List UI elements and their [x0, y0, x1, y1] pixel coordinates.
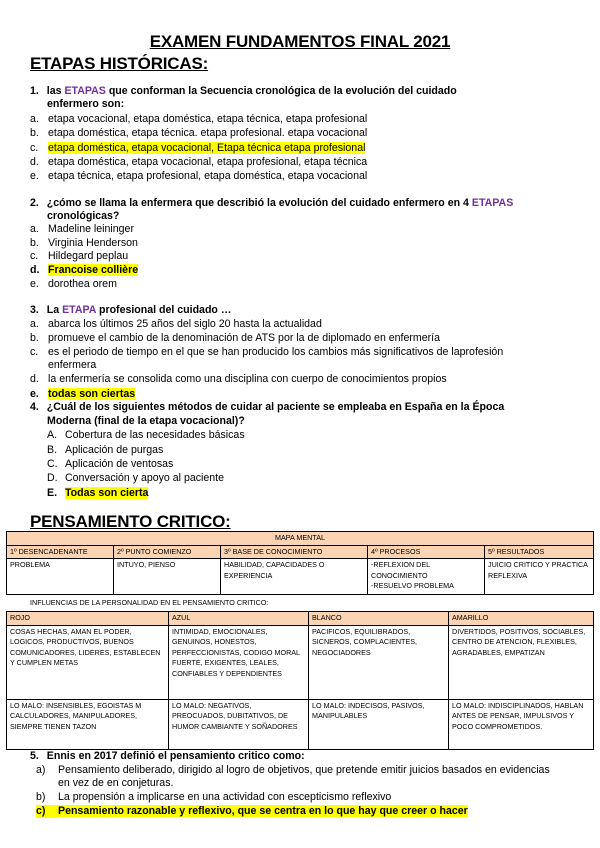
option-1a[interactable] [30, 113, 367, 126]
influencias-header: AMARILLO [449, 612, 594, 626]
mapa-header: 1º DESENCADENANTE [7, 545, 114, 559]
option-marker: b. [30, 332, 39, 344]
option-marker: a. [30, 113, 39, 125]
option-text: es el periodo de tiempo en el que se han producido los cambios más significativos de laprofesión [48, 346, 504, 358]
question-4 [30, 401, 504, 414]
option-text: Madeline leininger [48, 223, 134, 235]
option-text-highlighted: todas son ciertas [48, 388, 136, 400]
question-2-line2: cronológicas? [47, 210, 120, 222]
question-number: 5. [30, 750, 39, 762]
mapa-title: MAPA MENTAL [7, 532, 594, 546]
option-marker: E. [47, 487, 58, 499]
option-text-highlighted: Pensamiento razonable y reflexivo, que se centra en lo que hay que creer o hacer [58, 805, 468, 817]
mapa-mental-table [6, 531, 594, 595]
option-marker: b. [30, 127, 39, 139]
mapa-header: 2º PUNTO COMIENZO [114, 545, 221, 559]
question-text: La [46, 304, 63, 316]
influencias-header: ROJO [7, 612, 169, 626]
influencias-cell: DIVERTIDOS, POSITIVOS, SOCIABLES, CENTRO DE ATENCION, FLEXIBLES, AGRADABLES, EMPATIZAN [449, 625, 594, 699]
influencias-title: INFLUENCIAS DE LA PERSONALIDAD EN EL PENSAMIENTO CRITICO: [30, 598, 269, 607]
influencias-cell: COSAS HECHAS, AMAN EL PODER, LOGICOS, PRODUCTIVOS, BUENOS COMUNICADORES, LIDERES, ESTABLECEN Y CUMPLEN METAS [7, 625, 169, 699]
option-1b[interactable] [30, 127, 367, 140]
option-3c[interactable] [30, 346, 503, 359]
question-4-line2: Moderna (final de la etapa vocacional)? [47, 415, 245, 427]
mapa-cell: JUICIO CRITICO Y PRACTICA REFLEXIVA [485, 559, 594, 595]
option-text: Virginia Henderson [48, 237, 138, 249]
question-1-line2: enfermero son: [47, 98, 125, 110]
question-number: 2. [30, 197, 39, 209]
option-marker: e. [30, 388, 39, 400]
influencias-cell: LO MALO: INDECISOS, PASIVOS, MANIPULABLES [309, 699, 449, 749]
option-marker: b) [36, 791, 46, 803]
question-number: 4. [30, 401, 39, 413]
question-number: 1. [30, 85, 39, 97]
influencias-header: BLANCO [309, 612, 449, 626]
question-2 [30, 197, 513, 210]
influencias-cell: INTIMIDAD, EMOCIONALES, GENUINOS, HONESTOS, PERFECCIONISTAS, CODIGO MORAL FUERTE, EXIGENTES, LEALES, CONFIABLES Y DEPENDIENTES [169, 625, 309, 699]
influencias-cell: PACIFICOS, EQUILIBRADOS, SICNEROS, COMPLACIENTES, NEGOCIADORES [309, 625, 449, 699]
section-heading-pensamiento: PENSAMIENTO CRITICO: [30, 512, 231, 531]
option-4e[interactable] [47, 487, 148, 500]
option-2c[interactable] [30, 250, 128, 263]
question-text: profesional del cuidado … [96, 304, 232, 316]
option-text: Aplicación de ventosas [65, 458, 174, 470]
keyword: ETAPAS [471, 197, 514, 209]
option-4c[interactable] [47, 458, 173, 471]
question-text: que conforman la Secuencia cronológica de la evolución del cuidado [105, 85, 457, 97]
option-2a[interactable] [30, 223, 134, 236]
question-number: 3. [30, 304, 39, 316]
mapa-cell: INTUYO, PIENSO [114, 559, 221, 595]
option-marker: c. [30, 142, 39, 154]
option-marker: d. [30, 156, 39, 168]
option-text: en vez de en conjeturas. [58, 777, 174, 789]
option-3c-cont [30, 359, 96, 372]
question-text: Ennis en 2017 definió el pensamiento critico como: [46, 750, 305, 762]
option-marker: a. [30, 223, 39, 235]
option-1c[interactable] [30, 142, 365, 155]
keyword: ETAPAS [64, 85, 106, 97]
option-marker: e. [30, 170, 39, 182]
question-text: las [46, 85, 65, 97]
option-text: abarca los últimos 25 años del siglo 20 hasta la actualidad [48, 318, 322, 330]
question-text: ¿Cuál de los siguientes métodos de cuidar al paciente se empleaba en España en la Época [46, 401, 505, 413]
option-marker: e. [30, 278, 39, 290]
question-1 [30, 85, 457, 98]
option-text: etapa doméstica, etapa vocacional, etapa profesional, etapa técnica [48, 156, 368, 168]
mapa-header: 4º PROCESOS [368, 545, 485, 559]
option-1e[interactable] [30, 170, 367, 183]
option-3e[interactable] [30, 388, 135, 401]
option-text-highlighted: Francoise collière [48, 264, 139, 276]
option-5b[interactable] [36, 791, 391, 804]
option-text: La propensión a implicarse en una actividad con escepticismo reflexivo [58, 791, 392, 803]
option-3b[interactable] [30, 332, 440, 345]
mapa-cell: -REFLEXION DEL CONOCIMIENTO -RESUELVO PROBLEMA [368, 559, 485, 595]
question-5 [30, 750, 305, 763]
option-text: etapa técnica, etapa profesional, etapa doméstica, etapa vocacional [48, 170, 368, 182]
option-marker: b. [30, 237, 39, 249]
option-marker: a) [36, 764, 46, 776]
mapa-cell: HABILIDAD, CAPACIDADES O EXPERIENCIA [221, 559, 368, 595]
option-1d[interactable] [30, 156, 367, 169]
option-marker: d. [30, 373, 39, 385]
question-text: ¿cómo se llama la enfermera que describió la evolución del cuidado enfermero en 4 [46, 197, 472, 209]
option-5a-cont [36, 777, 173, 790]
option-2d[interactable] [30, 264, 138, 277]
option-text: promueve el cambio de la denominación de ATS por la de diplomado en enfermería [48, 332, 441, 344]
option-marker: a. [30, 318, 39, 330]
option-3d[interactable] [30, 373, 447, 386]
influencias-header: AZUL [169, 612, 309, 626]
option-marker: A. [47, 429, 58, 441]
option-text: enfermera [48, 359, 97, 371]
option-text-highlighted: etapa doméstica, etapa vocacional, Etapa técnica etapa profesional [48, 142, 366, 154]
option-text: etapa doméstica, etapa técnica. etapa profesional. etapa vocacional [48, 127, 368, 139]
option-marker: c) [36, 805, 58, 818]
option-marker: c. [30, 346, 39, 358]
influencias-cell: LO MALO: NEGATIVOS, PREOCUADOS, DUBITATIVOS, DE HUMOR CAMBIANTE Y SOÑADORES [169, 699, 309, 749]
option-text: etapa vocacional, etapa doméstica, etapa técnica, etapa profesional [48, 113, 368, 125]
option-marker: d. [30, 264, 40, 276]
option-text: Hildegard peplau [48, 250, 129, 262]
influencias-cell: LO MALO: INDISCIPLINADOS, HABLAN ANTES DE PENSAR, IMPULSIVOS Y POCO COMPROMETIDOS. [449, 699, 594, 749]
keyword: ETAPA [62, 304, 97, 316]
option-marker: B. [47, 444, 58, 456]
option-5a[interactable] [36, 764, 550, 777]
option-4b[interactable] [47, 444, 163, 457]
option-text: dorothea orem [48, 278, 117, 290]
option-marker: c. [30, 250, 39, 262]
question-3 [30, 304, 231, 317]
option-4d[interactable] [47, 472, 224, 485]
option-text: la enfermería se consolida como una disciplina con cuerpo de conocimientos propios [48, 373, 447, 385]
option-marker: C. [47, 458, 58, 470]
option-marker: D. [47, 472, 58, 484]
option-4a[interactable] [47, 429, 245, 442]
option-5c[interactable] [36, 805, 468, 818]
mapa-cell: PROBLEMA [7, 559, 114, 595]
influencias-cell: LO MALO: INSENSIBLES, EGOISTAS M CALCULADORES, MANIPULADORES, SIEMPRE TIENEN TAZON [7, 699, 169, 749]
option-3a[interactable] [30, 318, 322, 331]
mapa-header: 5º RESULTADOS [485, 545, 594, 559]
mapa-header: 3º BASE DE CONOCIMIENTO [221, 545, 368, 559]
option-2e[interactable] [30, 278, 117, 291]
section-heading-etapas: ETAPAS HISTÓRICAS: [30, 54, 209, 73]
option-text: Conversación y apoyo al paciente [65, 472, 225, 484]
option-2b[interactable] [30, 237, 138, 250]
option-text: Aplicación de purgas [65, 444, 164, 456]
option-text: Cobertura de las necesidades básicas [65, 429, 245, 441]
influencias-table [6, 611, 594, 750]
page-title: EXAMEN FUNDAMENTOS FINAL 2021 [149, 32, 451, 51]
option-text-highlighted: Todas son cierta [65, 487, 149, 499]
option-text: Pensamiento deliberado, dirigido al logro de objetivos, que pretende emitir juicios basados en evidencias [58, 764, 550, 776]
